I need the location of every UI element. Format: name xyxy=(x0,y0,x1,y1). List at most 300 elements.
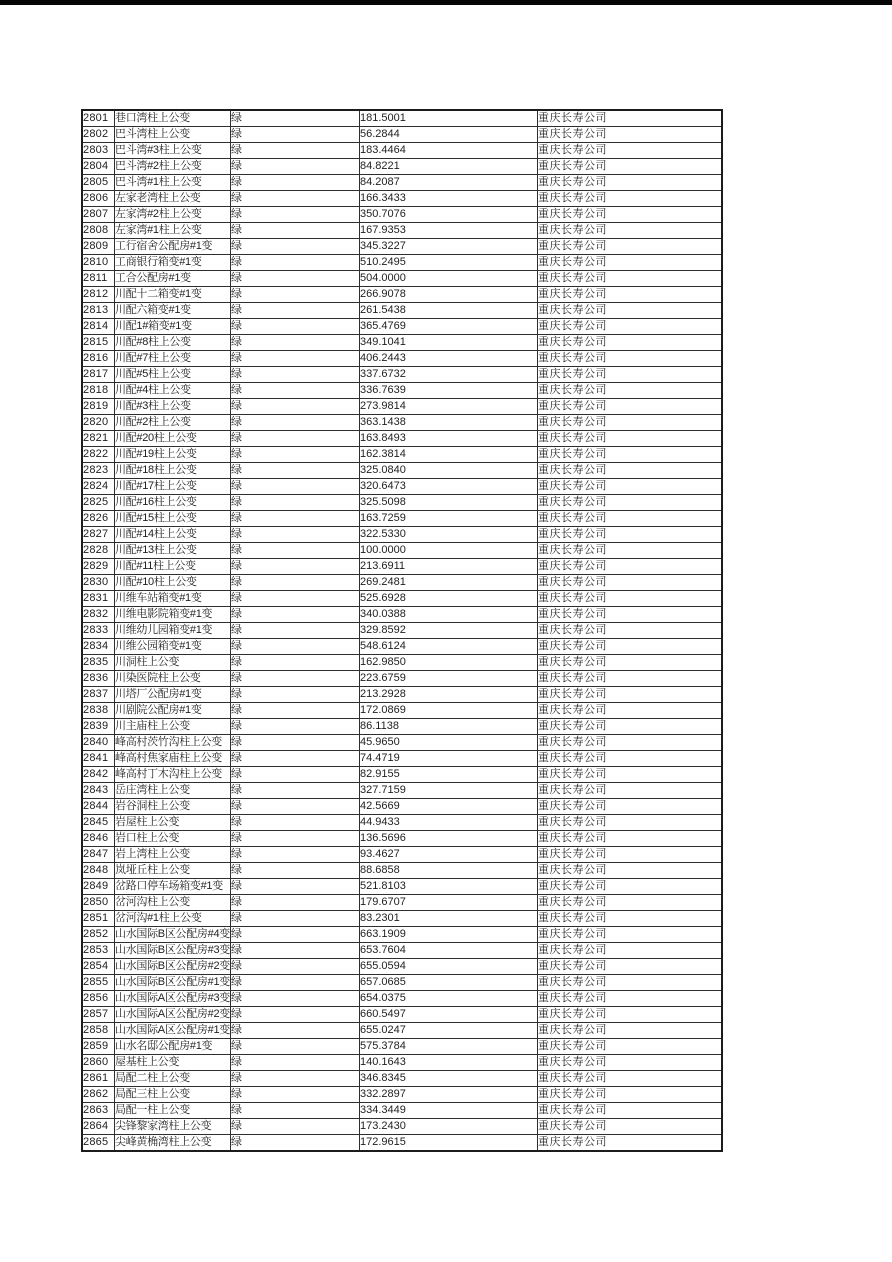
status-cell: 绿 xyxy=(230,1087,359,1103)
company-cell: 重庆长寿公司 xyxy=(537,719,722,735)
company-cell: 重庆长寿公司 xyxy=(537,335,722,351)
device-name-cell: 左家湾#1柱上公变 xyxy=(115,223,231,239)
row-number-cell: 2808 xyxy=(82,223,115,239)
company-cell: 重庆长寿公司 xyxy=(537,863,722,879)
value-cell: 166.3433 xyxy=(359,191,537,207)
row-number-cell: 2856 xyxy=(82,991,115,1007)
row-number-cell: 2865 xyxy=(82,1135,115,1152)
device-name-cell: 川配六箱变#1变 xyxy=(115,303,231,319)
company-cell: 重庆长寿公司 xyxy=(537,415,722,431)
device-name-cell: 川配#14柱上公变 xyxy=(115,527,231,543)
value-cell: 84.8221 xyxy=(359,159,537,175)
table-row xyxy=(82,575,722,591)
value-cell: 83.2301 xyxy=(359,911,537,927)
status-cell: 绿 xyxy=(230,511,359,527)
company-cell: 重庆长寿公司 xyxy=(537,383,722,399)
company-cell: 重庆长寿公司 xyxy=(537,591,722,607)
row-number-cell: 2822 xyxy=(82,447,115,463)
device-name-cell: 工合公配房#1变 xyxy=(115,271,231,287)
row-number-cell: 2818 xyxy=(82,383,115,399)
row-number-cell: 2832 xyxy=(82,607,115,623)
table-row xyxy=(82,287,722,303)
value-cell: 213.6911 xyxy=(359,559,537,575)
device-name-cell: 山水国际A区公配房#1变 xyxy=(115,1023,231,1039)
device-name-cell: 川洞柱上公变 xyxy=(115,655,231,671)
company-cell: 重庆长寿公司 xyxy=(537,255,722,271)
table-row xyxy=(82,1007,722,1023)
company-cell: 重庆长寿公司 xyxy=(537,703,722,719)
row-number-cell: 2804 xyxy=(82,159,115,175)
device-name-cell: 工行宿舍公配房#1变 xyxy=(115,239,231,255)
table-row xyxy=(82,863,722,879)
company-cell: 重庆长寿公司 xyxy=(537,367,722,383)
device-name-cell: 山水国际B区公配房#2变 xyxy=(115,959,231,975)
row-number-cell: 2848 xyxy=(82,863,115,879)
status-cell: 绿 xyxy=(230,415,359,431)
company-cell: 重庆长寿公司 xyxy=(537,1023,722,1039)
value-cell: 162.3814 xyxy=(359,447,537,463)
device-name-cell: 川维公园箱变#1变 xyxy=(115,639,231,655)
company-cell: 重庆长寿公司 xyxy=(537,783,722,799)
status-cell: 绿 xyxy=(230,127,359,143)
device-name-cell: 川维车站箱变#1变 xyxy=(115,591,231,607)
value-cell: 655.0247 xyxy=(359,1023,537,1039)
row-number-cell: 2844 xyxy=(82,799,115,815)
status-cell: 绿 xyxy=(230,591,359,607)
value-cell: 365.4769 xyxy=(359,319,537,335)
status-cell: 绿 xyxy=(230,975,359,991)
status-cell: 绿 xyxy=(230,1007,359,1023)
company-cell: 重庆长寿公司 xyxy=(537,495,722,511)
value-cell: 504.0000 xyxy=(359,271,537,287)
device-name-cell: 巴斗湾#1柱上公变 xyxy=(115,175,231,191)
status-cell: 绿 xyxy=(230,719,359,735)
status-cell: 绿 xyxy=(230,207,359,223)
company-cell: 重庆长寿公司 xyxy=(537,751,722,767)
status-cell: 绿 xyxy=(230,751,359,767)
row-number-cell: 2816 xyxy=(82,351,115,367)
value-cell: 183.4464 xyxy=(359,143,537,159)
device-name-cell: 川主庙柱上公变 xyxy=(115,719,231,735)
value-cell: 657.0685 xyxy=(359,975,537,991)
device-name-cell: 岩口柱上公变 xyxy=(115,831,231,847)
status-cell: 绿 xyxy=(230,671,359,687)
row-number-cell: 2845 xyxy=(82,815,115,831)
status-cell: 绿 xyxy=(230,175,359,191)
row-number-cell: 2830 xyxy=(82,575,115,591)
company-cell: 重庆长寿公司 xyxy=(537,303,722,319)
table-row xyxy=(82,543,722,559)
transformer-table xyxy=(81,109,723,1152)
table-row xyxy=(82,415,722,431)
status-cell: 绿 xyxy=(230,479,359,495)
company-cell: 重庆长寿公司 xyxy=(537,1039,722,1055)
row-number-cell: 2850 xyxy=(82,895,115,911)
company-cell: 重庆长寿公司 xyxy=(537,927,722,943)
status-cell: 绿 xyxy=(230,895,359,911)
value-cell: 162.9850 xyxy=(359,655,537,671)
device-name-cell: 峰高村焦家庙柱上公变 xyxy=(115,751,231,767)
device-name-cell: 川配#13柱上公变 xyxy=(115,543,231,559)
device-name-cell: 川配#16柱上公变 xyxy=(115,495,231,511)
table-row xyxy=(82,1103,722,1119)
value-cell: 84.2087 xyxy=(359,175,537,191)
device-name-cell: 岚垭丘柱上公变 xyxy=(115,863,231,879)
device-name-cell: 川配#3柱上公变 xyxy=(115,399,231,415)
company-cell: 重庆长寿公司 xyxy=(537,239,722,255)
value-cell: 325.0840 xyxy=(359,463,537,479)
device-name-cell: 山水国际B区公配房#4变 xyxy=(115,927,231,943)
value-cell: 213.2928 xyxy=(359,687,537,703)
status-cell: 绿 xyxy=(230,911,359,927)
company-cell: 重庆长寿公司 xyxy=(537,847,722,863)
company-cell: 重庆长寿公司 xyxy=(537,607,722,623)
company-cell: 重庆长寿公司 xyxy=(537,975,722,991)
transformer-table-body xyxy=(82,110,722,1151)
table-row xyxy=(82,623,722,639)
device-name-cell: 山水国际B区公配房#3变 xyxy=(115,943,231,959)
status-cell: 绿 xyxy=(230,639,359,655)
company-cell: 重庆长寿公司 xyxy=(537,319,722,335)
value-cell: 269.2481 xyxy=(359,575,537,591)
table-row xyxy=(82,495,722,511)
device-name-cell: 川配#20柱上公变 xyxy=(115,431,231,447)
company-cell: 重庆长寿公司 xyxy=(537,1087,722,1103)
row-number-cell: 2863 xyxy=(82,1103,115,1119)
device-name-cell: 川配#11柱上公变 xyxy=(115,559,231,575)
table-row xyxy=(82,463,722,479)
status-cell: 绿 xyxy=(230,655,359,671)
row-number-cell: 2827 xyxy=(82,527,115,543)
device-name-cell: 岩屋柱上公变 xyxy=(115,815,231,831)
device-name-cell: 工商银行箱变#1变 xyxy=(115,255,231,271)
status-cell: 绿 xyxy=(230,1039,359,1055)
table-row xyxy=(82,527,722,543)
company-cell: 重庆长寿公司 xyxy=(537,447,722,463)
status-cell: 绿 xyxy=(230,223,359,239)
value-cell: 654.0375 xyxy=(359,991,537,1007)
value-cell: 334.3449 xyxy=(359,1103,537,1119)
value-cell: 136.5696 xyxy=(359,831,537,847)
row-number-cell: 2836 xyxy=(82,671,115,687)
device-name-cell: 岩谷洞柱上公变 xyxy=(115,799,231,815)
row-number-cell: 2829 xyxy=(82,559,115,575)
device-name-cell: 岔河沟#1柱上公变 xyxy=(115,911,231,927)
row-number-cell: 2807 xyxy=(82,207,115,223)
device-name-cell: 左家老湾柱上公变 xyxy=(115,191,231,207)
company-cell: 重庆长寿公司 xyxy=(537,959,722,975)
table-row xyxy=(82,639,722,655)
value-cell: 663.1909 xyxy=(359,927,537,943)
value-cell: 93.4627 xyxy=(359,847,537,863)
company-cell: 重庆长寿公司 xyxy=(537,527,722,543)
row-number-cell: 2812 xyxy=(82,287,115,303)
status-cell: 绿 xyxy=(230,815,359,831)
status-cell: 绿 xyxy=(230,159,359,175)
status-cell: 绿 xyxy=(230,1119,359,1135)
row-number-cell: 2846 xyxy=(82,831,115,847)
status-cell: 绿 xyxy=(230,767,359,783)
value-cell: 406.2443 xyxy=(359,351,537,367)
table-row xyxy=(82,143,722,159)
status-cell: 绿 xyxy=(230,879,359,895)
value-cell: 655.0594 xyxy=(359,959,537,975)
value-cell: 345.3227 xyxy=(359,239,537,255)
status-cell: 绿 xyxy=(230,847,359,863)
company-cell: 重庆长寿公司 xyxy=(537,1103,722,1119)
value-cell: 510.2495 xyxy=(359,255,537,271)
device-name-cell: 岳庄湾柱上公变 xyxy=(115,783,231,799)
row-number-cell: 2858 xyxy=(82,1023,115,1039)
status-cell: 绿 xyxy=(230,863,359,879)
status-cell: 绿 xyxy=(230,383,359,399)
value-cell: 548.6124 xyxy=(359,639,537,655)
value-cell: 172.0869 xyxy=(359,703,537,719)
status-cell: 绿 xyxy=(230,623,359,639)
table-row xyxy=(82,110,722,127)
company-cell: 重庆长寿公司 xyxy=(537,831,722,847)
company-cell: 重庆长寿公司 xyxy=(537,991,722,1007)
row-number-cell: 2851 xyxy=(82,911,115,927)
row-number-cell: 2803 xyxy=(82,143,115,159)
status-cell: 绿 xyxy=(230,783,359,799)
status-cell: 绿 xyxy=(230,431,359,447)
row-number-cell: 2825 xyxy=(82,495,115,511)
status-cell: 绿 xyxy=(230,991,359,1007)
table-row xyxy=(82,127,722,143)
value-cell: 363.1438 xyxy=(359,415,537,431)
row-number-cell: 2802 xyxy=(82,127,115,143)
device-name-cell: 川配#15柱上公变 xyxy=(115,511,231,527)
value-cell: 88.6858 xyxy=(359,863,537,879)
table-row xyxy=(82,815,722,831)
device-name-cell: 川配#4柱上公变 xyxy=(115,383,231,399)
table-row xyxy=(82,607,722,623)
table-row xyxy=(82,799,722,815)
value-cell: 223.6759 xyxy=(359,671,537,687)
table-row xyxy=(82,895,722,911)
row-number-cell: 2821 xyxy=(82,431,115,447)
value-cell: 173.2430 xyxy=(359,1119,537,1135)
device-name-cell: 局配三柱上公变 xyxy=(115,1087,231,1103)
status-cell: 绿 xyxy=(230,687,359,703)
device-name-cell: 尖锋黎家湾柱上公变 xyxy=(115,1119,231,1135)
status-cell: 绿 xyxy=(230,367,359,383)
value-cell: 525.6928 xyxy=(359,591,537,607)
table-row xyxy=(82,943,722,959)
device-name-cell: 尖峰黄桷湾柱上公变 xyxy=(115,1135,231,1152)
table-row xyxy=(82,1071,722,1087)
row-number-cell: 2831 xyxy=(82,591,115,607)
device-name-cell: 巷口湾柱上公变 xyxy=(115,110,231,127)
value-cell: 181.5001 xyxy=(359,110,537,127)
device-name-cell: 局配一柱上公变 xyxy=(115,1103,231,1119)
scan-top-edge-bar xyxy=(0,0,892,5)
row-number-cell: 2852 xyxy=(82,927,115,943)
status-cell: 绿 xyxy=(230,303,359,319)
value-cell: 329.8592 xyxy=(359,623,537,639)
company-cell: 重庆长寿公司 xyxy=(537,879,722,895)
table-row xyxy=(82,303,722,319)
table-row xyxy=(82,383,722,399)
table-row xyxy=(82,335,722,351)
table-row xyxy=(82,687,722,703)
table-row xyxy=(82,367,722,383)
value-cell: 273.9814 xyxy=(359,399,537,415)
table-row xyxy=(82,1087,722,1103)
device-name-cell: 岔河沟柱上公变 xyxy=(115,895,231,911)
status-cell: 绿 xyxy=(230,1023,359,1039)
device-name-cell: 川维幼儿园箱变#1变 xyxy=(115,623,231,639)
device-name-cell: 川配#10柱上公变 xyxy=(115,575,231,591)
company-cell: 重庆长寿公司 xyxy=(537,639,722,655)
device-name-cell: 峰高村茨竹沟柱上公变 xyxy=(115,735,231,751)
value-cell: 82.9155 xyxy=(359,767,537,783)
row-number-cell: 2834 xyxy=(82,639,115,655)
value-cell: 320.6473 xyxy=(359,479,537,495)
status-cell: 绿 xyxy=(230,255,359,271)
company-cell: 重庆长寿公司 xyxy=(537,110,722,127)
status-cell: 绿 xyxy=(230,110,359,127)
company-cell: 重庆长寿公司 xyxy=(537,671,722,687)
device-name-cell: 川配#8柱上公变 xyxy=(115,335,231,351)
device-name-cell: 巴斗湾柱上公变 xyxy=(115,127,231,143)
value-cell: 100.0000 xyxy=(359,543,537,559)
device-name-cell: 峰高村丁木沟柱上公变 xyxy=(115,767,231,783)
value-cell: 56.2844 xyxy=(359,127,537,143)
row-number-cell: 2801 xyxy=(82,110,115,127)
status-cell: 绿 xyxy=(230,271,359,287)
status-cell: 绿 xyxy=(230,735,359,751)
value-cell: 337.6732 xyxy=(359,367,537,383)
company-cell: 重庆长寿公司 xyxy=(537,191,722,207)
row-number-cell: 2810 xyxy=(82,255,115,271)
device-name-cell: 岔路口停车场箱变#1变 xyxy=(115,879,231,895)
status-cell: 绿 xyxy=(230,1055,359,1071)
row-number-cell: 2819 xyxy=(82,399,115,415)
company-cell: 重庆长寿公司 xyxy=(537,767,722,783)
device-name-cell: 川配#2柱上公变 xyxy=(115,415,231,431)
company-cell: 重庆长寿公司 xyxy=(537,559,722,575)
device-name-cell: 左家湾#2柱上公变 xyxy=(115,207,231,223)
row-number-cell: 2847 xyxy=(82,847,115,863)
row-number-cell: 2833 xyxy=(82,623,115,639)
table-row xyxy=(82,751,722,767)
company-cell: 重庆长寿公司 xyxy=(537,431,722,447)
status-cell: 绿 xyxy=(230,143,359,159)
status-cell: 绿 xyxy=(230,335,359,351)
table-row xyxy=(82,175,722,191)
status-cell: 绿 xyxy=(230,447,359,463)
device-name-cell: 川配1#箱变#1变 xyxy=(115,319,231,335)
value-cell: 322.5330 xyxy=(359,527,537,543)
row-number-cell: 2815 xyxy=(82,335,115,351)
company-cell: 重庆长寿公司 xyxy=(537,1007,722,1023)
company-cell: 重庆长寿公司 xyxy=(537,655,722,671)
value-cell: 44.9433 xyxy=(359,815,537,831)
value-cell: 336.7639 xyxy=(359,383,537,399)
row-number-cell: 2859 xyxy=(82,1039,115,1055)
row-number-cell: 2853 xyxy=(82,943,115,959)
value-cell: 660.5497 xyxy=(359,1007,537,1023)
device-name-cell: 川配#5柱上公变 xyxy=(115,367,231,383)
row-number-cell: 2824 xyxy=(82,479,115,495)
device-name-cell: 川塔厂公配房#1变 xyxy=(115,687,231,703)
status-cell: 绿 xyxy=(230,319,359,335)
company-cell: 重庆长寿公司 xyxy=(537,911,722,927)
status-cell: 绿 xyxy=(230,607,359,623)
status-cell: 绿 xyxy=(230,575,359,591)
table-row xyxy=(82,319,722,335)
row-number-cell: 2820 xyxy=(82,415,115,431)
value-cell: 332.2897 xyxy=(359,1087,537,1103)
table-row xyxy=(82,239,722,255)
row-number-cell: 2860 xyxy=(82,1055,115,1071)
table-row xyxy=(82,207,722,223)
row-number-cell: 2855 xyxy=(82,975,115,991)
device-name-cell: 屋基柱上公变 xyxy=(115,1055,231,1071)
company-cell: 重庆长寿公司 xyxy=(537,895,722,911)
row-number-cell: 2809 xyxy=(82,239,115,255)
device-name-cell: 山水国际A区公配房#2变 xyxy=(115,1007,231,1023)
value-cell: 163.7259 xyxy=(359,511,537,527)
device-name-cell: 川配#7柱上公变 xyxy=(115,351,231,367)
table-row xyxy=(82,767,722,783)
table-row xyxy=(82,255,722,271)
value-cell: 172.9615 xyxy=(359,1135,537,1152)
company-cell: 重庆长寿公司 xyxy=(537,1055,722,1071)
table-row xyxy=(82,655,722,671)
device-name-cell: 川剧院公配房#1变 xyxy=(115,703,231,719)
device-name-cell: 川配#19柱上公变 xyxy=(115,447,231,463)
company-cell: 重庆长寿公司 xyxy=(537,1119,722,1135)
company-cell: 重庆长寿公司 xyxy=(537,351,722,367)
status-cell: 绿 xyxy=(230,959,359,975)
table-row xyxy=(82,735,722,751)
status-cell: 绿 xyxy=(230,287,359,303)
value-cell: 349.1041 xyxy=(359,335,537,351)
table-row xyxy=(82,223,722,239)
table-row xyxy=(82,1135,722,1152)
value-cell: 346.8345 xyxy=(359,1071,537,1087)
table-row xyxy=(82,783,722,799)
value-cell: 340.0388 xyxy=(359,607,537,623)
company-cell: 重庆长寿公司 xyxy=(537,399,722,415)
value-cell: 327.7159 xyxy=(359,783,537,799)
company-cell: 重庆长寿公司 xyxy=(537,1071,722,1087)
row-number-cell: 2806 xyxy=(82,191,115,207)
table-row xyxy=(82,1055,722,1071)
row-number-cell: 2837 xyxy=(82,687,115,703)
row-number-cell: 2854 xyxy=(82,959,115,975)
row-number-cell: 2841 xyxy=(82,751,115,767)
row-number-cell: 2839 xyxy=(82,719,115,735)
table-row xyxy=(82,847,722,863)
row-number-cell: 2817 xyxy=(82,367,115,383)
company-cell: 重庆长寿公司 xyxy=(537,127,722,143)
status-cell: 绿 xyxy=(230,495,359,511)
status-cell: 绿 xyxy=(230,1103,359,1119)
table-row xyxy=(82,159,722,175)
company-cell: 重庆长寿公司 xyxy=(537,463,722,479)
row-number-cell: 2826 xyxy=(82,511,115,527)
status-cell: 绿 xyxy=(230,543,359,559)
row-number-cell: 2861 xyxy=(82,1071,115,1087)
value-cell: 140.1643 xyxy=(359,1055,537,1071)
company-cell: 重庆长寿公司 xyxy=(537,735,722,751)
status-cell: 绿 xyxy=(230,191,359,207)
status-cell: 绿 xyxy=(230,399,359,415)
